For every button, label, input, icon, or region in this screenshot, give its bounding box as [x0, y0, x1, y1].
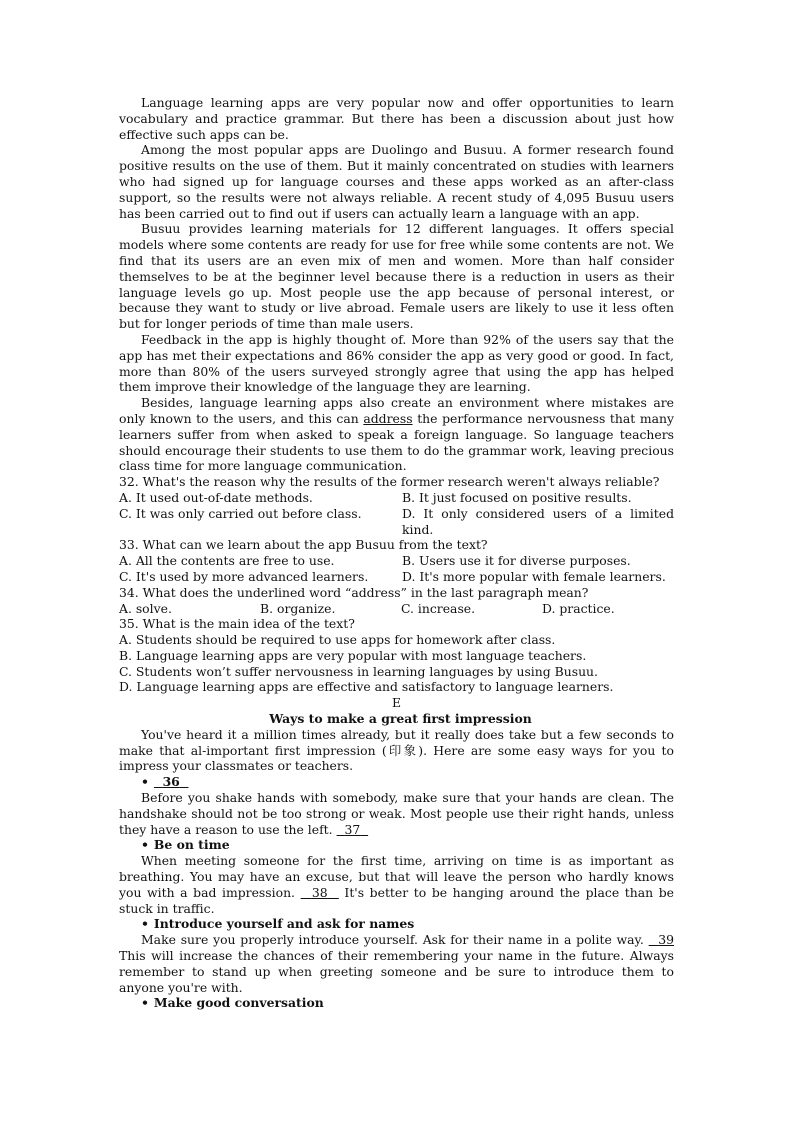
q35-option-d: D. Language learning apps are effective and satisfactory to language learners.: [119, 679, 614, 695]
paragraph-5-after: the performance nervousness that many learners suffer from when asked to speak a foreign language. So language teachers should encourage their students to use them to do the grammar work, leaving precious class time for more language communication.: [119, 410, 674, 474]
passage-d-paragraph-3: Busuu provides learning materials for 12 different languages. It offers special models where some contents are ready for use for free while some contents are not. We find that its users are an even mix of men and women. More than half consider themselves to be at the beginner level because there is a reduction in users as their language levels go up. Most people use the app because of personal interest, or because they want to study or live abroad. Female users are likely to use it less often but for longer periods of time than male users.: [119, 221, 674, 332]
heading-3-label: Introduce yourself and ask for names: [153, 916, 415, 932]
paragraph-36-text: Before you shake hands with somebody, make sure that your hands are clean. The handshake should not be too strong or weak. Most people use their right hands, unless they have a reason to use the left.: [119, 790, 674, 837]
bullet-icon: •: [141, 995, 149, 1011]
q34-option-b: B. organize.: [260, 600, 336, 616]
q34-option-a: A. solve.: [119, 600, 172, 616]
q35-option-a: A. Students should be required to use apps for homework after class.: [119, 632, 556, 648]
passage-d-paragraph-5: [119, 395, 674, 474]
q32-option-c: C. It was only carried out before class.: [119, 505, 362, 521]
q35-option-b: B. Language learning apps are very popular with most language teachers.: [119, 647, 587, 663]
question-33-stem: 33. What can we learn about the app Busuu from the text?: [119, 537, 488, 553]
heading-blank-36: [141, 774, 674, 790]
q33-option-d: D. It's more popular with female learners.: [402, 568, 666, 584]
question-34-stem: 34. What does the underlined word “address” in the last paragraph mean?: [119, 584, 589, 600]
passage-d-paragraph-1: Language learning apps are very popular now and offer opportunities to learn vocabulary and practice grammar. But there has been a discussion about just how effective such apps can be.: [119, 95, 674, 142]
q34-option-c: C. increase.: [401, 600, 476, 616]
passage-e-paragraph-39: [119, 932, 674, 995]
underlined-word-address: address: [363, 410, 413, 426]
q33-option-b: B. Users use it for diverse purposes.: [402, 553, 631, 569]
paragraph-5-before: Besides, language learning apps also create an environment where mistakes are only known to the users, and this can: [119, 395, 674, 426]
question-32-stem: 32. What's the reason why the results of the former research weren't always reliable?: [119, 474, 660, 490]
section-letter-e: E: [391, 695, 402, 711]
bullet-icon: •: [141, 916, 149, 932]
paragraph-39-before: Make sure you properly introduce yourself. Ask for their name in a polite way.: [141, 932, 649, 948]
heading-4-label: Make good conversation: [153, 995, 324, 1011]
question-32-options-row-2: [119, 506, 674, 538]
question-33-options-row-2: [119, 569, 674, 585]
q33-option-a: A. All the contents are free to use.: [119, 553, 335, 569]
q34-option-d: D. practice.: [542, 600, 615, 616]
heading-2-label: Be on time: [153, 837, 230, 853]
blank-37: 37: [344, 821, 361, 837]
passage-e-intro: You've heard it a million times already, but it really does take but a few seconds to make that al-important first impression (印象). Here are some easy ways for you to impress your classmates or teachers.: [119, 726, 674, 774]
blank-39: 39: [658, 932, 674, 948]
q35-option-c: C. Students won’t suffer nervousness in learning languages by using Busuu.: [119, 663, 598, 679]
blank-38: 38: [311, 884, 328, 900]
passage-e-title: Ways to make a great first impression: [269, 711, 532, 727]
question-34-options: [119, 601, 674, 617]
q33-option-c: C. It's used by more advanced learners.: [119, 568, 369, 584]
q32-option-b: B. It just focused on positive results.: [402, 489, 632, 505]
document-page: [119, 95, 674, 1011]
bullet-icon: •: [141, 774, 149, 790]
question-32-options-row-1: [119, 490, 674, 506]
q32-option-a: A. It used out-of-date methods.: [119, 489, 313, 505]
paragraph-38-after: It's better to be hanging around the place than be stuck in traffic.: [119, 884, 674, 916]
paragraph-38-before: When meeting someone for the first time, arriving on time is as important as breathing. You may have an excuse, but that will leave the person who hardly knows you with a bad impression.: [119, 853, 674, 900]
heading-make-good-conversation: [141, 995, 674, 1011]
passage-d-paragraph-2: Among the most popular apps are Duolingo and Busuu. A former research found positive results on the use of them. But it mainly concentrated on studies with learners who had signed up for language courses and these apps worked as an after-class support, so the results were not always reliable. A recent study of 4,095 Busuu users has been carried out to find out if users can actually learn a language with an app.: [119, 142, 674, 221]
question-35-stem: 35. What is the main idea of the text?: [119, 616, 355, 632]
passage-e-paragraph-36: [119, 790, 674, 837]
q32-option-d: D. It only considered users of a limited kind.: [402, 505, 674, 537]
passage-d-paragraph-4: Feedback in the app is highly thought of. More than 92% of the users say that the app has met their expectations and 86% consider the app as very good or good. In fact, more than 80% of the users surveyed strongly agree that using the app has helped them improve their knowledge of the language they are learning.: [119, 331, 674, 395]
heading-be-on-time: [141, 837, 674, 853]
passage-e-paragraph-38: [119, 853, 674, 916]
question-33-options-row-1: [119, 553, 674, 569]
heading-introduce-yourself: [141, 916, 674, 932]
bullet-icon: •: [141, 837, 149, 853]
paragraph-39-after: This will increase the chances of their remembering your name in the future. Always remember to stand up when greeting someone and be sure to introduce them to anyone you're with.: [119, 948, 674, 995]
blank-36: 36: [162, 774, 180, 790]
